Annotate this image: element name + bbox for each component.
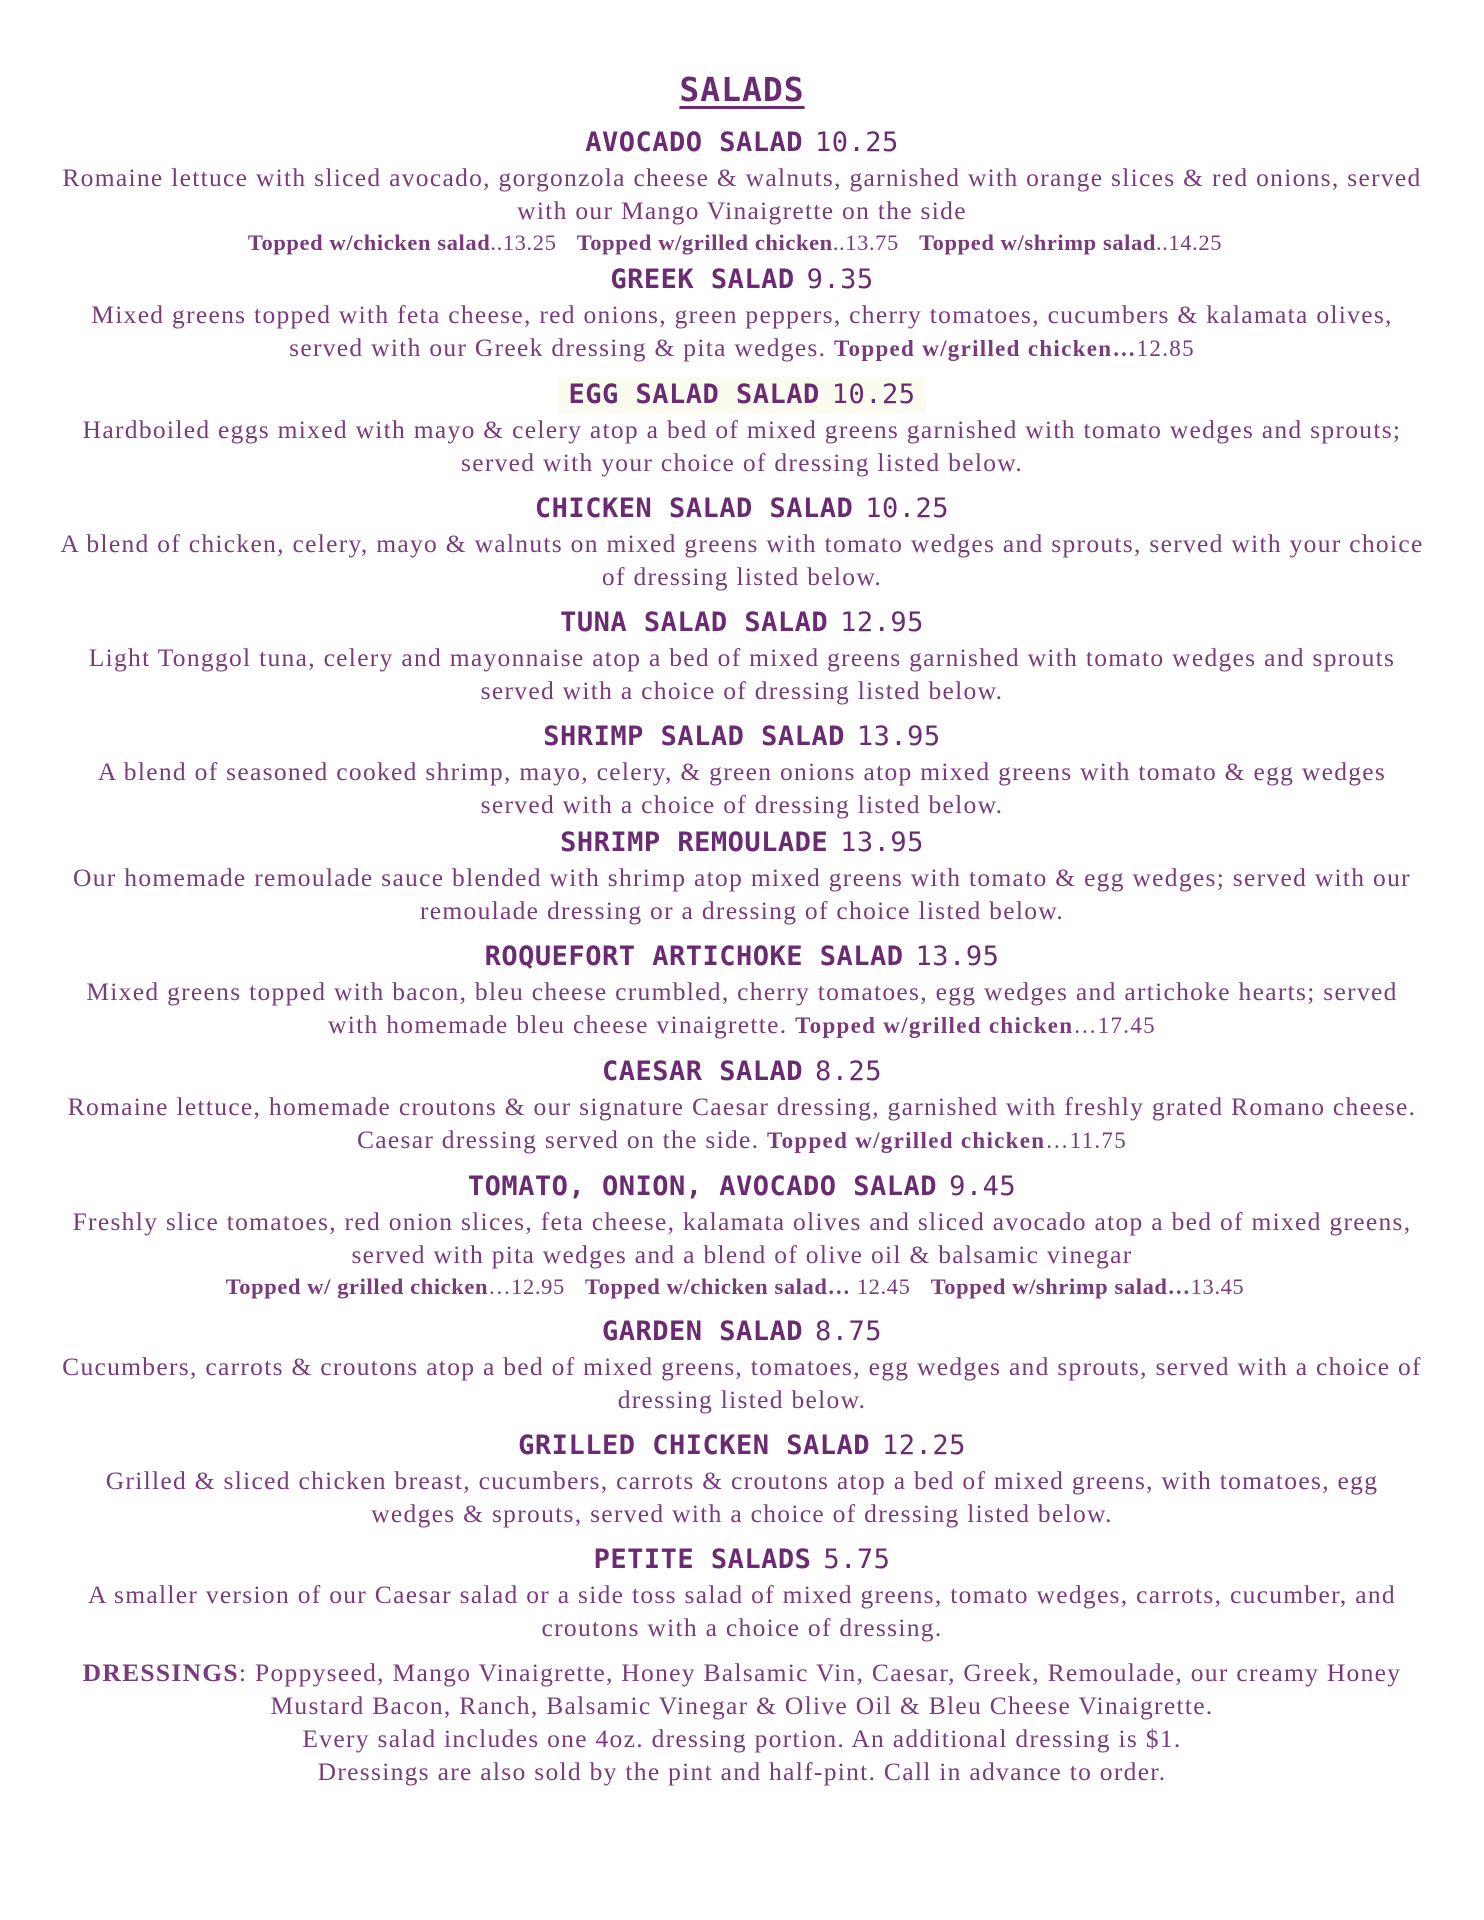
item-description xyxy=(60,975,1424,1042)
item-price: 13.95 xyxy=(840,827,924,858)
item-name: SHRIMP SALAD SALAD xyxy=(543,721,845,752)
topping-label: Topped w/shrimp salad xyxy=(919,230,1156,255)
menu-item-shrimp-remoulade xyxy=(60,825,1424,927)
item-description: Grilled & sliced chicken breast, cucumbers, carrots & croutons atop a bed of mixed greens, with tomatoes, egg wedges & sprouts, served with a choice of dressing listed below. xyxy=(105,1466,1379,1528)
topping-price: 12.85 xyxy=(1136,336,1195,361)
item-price: 5.75 xyxy=(823,1544,891,1575)
item-description: Freshly slice tomatoes, red onion slices, feta cheese, kalamata olives and sliced avocado atop a bed of mixed greens, served with pita wedges and a blend of olive oil & balsamic vinegar xyxy=(72,1207,1412,1269)
item-price: 10.25 xyxy=(831,379,916,410)
menu-item-tuna-salad xyxy=(60,605,1424,707)
item-price: 8.25 xyxy=(815,1056,883,1087)
menu-item-garden-salad xyxy=(60,1314,1424,1416)
item-heading xyxy=(60,1428,1424,1464)
item-heading xyxy=(60,825,1424,861)
topping-price: 12.45 xyxy=(856,1274,911,1299)
item-name: GARDEN SALAD xyxy=(601,1316,804,1347)
heading-highlight xyxy=(558,377,925,413)
menu-item-egg-salad xyxy=(60,377,1424,479)
dressings-info xyxy=(60,1656,1424,1788)
item-name: AVOCADO SALAD xyxy=(585,127,804,158)
topping-price: ..14.25 xyxy=(1155,230,1223,255)
topping-label: Topped w/grilled chicken xyxy=(795,1013,1074,1038)
item-heading xyxy=(60,939,1424,975)
item-name: TOMATO, ONION, AVOCADO SALAD xyxy=(467,1171,938,1202)
topping-label: Topped w/grilled chicken… xyxy=(834,336,1137,361)
item-description: A blend of seasoned cooked shrimp, mayo, celery, & green onions atop mixed greens with tomato & egg wedges served with a choice of dressing listed below. xyxy=(97,757,1387,819)
item-heading xyxy=(60,1542,1424,1578)
menu-item-roquefort-artichoke-salad xyxy=(60,939,1424,1042)
topping-label: Topped w/chicken salad… xyxy=(585,1274,851,1299)
item-heading xyxy=(60,605,1424,641)
item-description xyxy=(60,1090,1424,1157)
item-description xyxy=(60,298,1424,365)
item-price: 9.35 xyxy=(806,264,874,295)
item-heading xyxy=(60,125,1424,161)
menu-item-greek-salad xyxy=(60,262,1424,365)
item-name: SHRIMP REMOULADE xyxy=(560,827,829,858)
menu-item-petite-salads xyxy=(60,1542,1424,1644)
item-price: 8.75 xyxy=(815,1316,883,1347)
topping-price: ..13.75 xyxy=(832,230,899,255)
item-name: PETITE SALADS xyxy=(593,1544,812,1575)
topping-label: Topped w/shrimp salad… xyxy=(930,1274,1191,1299)
menu-item-caesar-salad xyxy=(60,1054,1424,1157)
item-heading xyxy=(60,1169,1424,1205)
description-text: Mixed greens topped with feta cheese, red onions, green peppers, cherry tomatoes, cucumbers & kalamata olives, served with our Greek dressing & pita wedges. xyxy=(91,300,1393,362)
topping-price: 13.45 xyxy=(1190,1274,1245,1299)
item-price: 10.25 xyxy=(865,493,950,524)
item-name: CHICKEN SALAD SALAD xyxy=(534,493,854,524)
item-heading xyxy=(60,1054,1424,1090)
item-price: 9.45 xyxy=(949,1171,1017,1202)
menu-item-tomato-onion-avocado-salad xyxy=(60,1169,1424,1302)
dressings-portion-note: Every salad includes one 4oz. dressing portion. An additional dressing is $1. xyxy=(302,1724,1182,1753)
item-description: A blend of chicken, celery, mayo & walnuts on mixed greens with tomato wedges and sprouts, served with your choice of dressing listed below. xyxy=(60,529,1424,591)
topping-label: Topped w/ grilled chicken xyxy=(225,1274,489,1299)
item-description: Hardboiled eggs mixed with mayo & celery atop a bed of mixed greens garnished with tomato wedges and sprouts; served with your choice of dressing listed below. xyxy=(82,415,1402,477)
menu-item-shrimp-salad xyxy=(60,719,1424,821)
item-price: 12.25 xyxy=(882,1430,966,1461)
item-heading xyxy=(60,719,1424,755)
topping-price: …12.95 xyxy=(488,1274,565,1299)
menu-item-avocado-salad xyxy=(60,125,1424,258)
item-name: GRILLED CHICKEN SALAD xyxy=(518,1430,871,1461)
item-description: Romaine lettuce with sliced avocado, gorgonzola cheese & walnuts, garnished with orange slices & red onions, served with our Mango Vinaigrette on the side xyxy=(62,163,1422,225)
item-description: Light Tonggol tuna, celery and mayonnaise atop a bed of mixed greens garnished with tomato wedges and sprouts served with a choice of dressing listed below. xyxy=(88,643,1396,705)
topping-label: Topped w/chicken salad xyxy=(247,230,491,255)
item-heading xyxy=(60,491,1424,527)
item-description: Cucumbers, carrots & croutons atop a bed of mixed greens, tomatoes, egg wedges and sprouts, served with a choice of dressing listed below. xyxy=(62,1352,1422,1414)
topping-label: Topped w/grilled chicken xyxy=(576,230,833,255)
dressings-label: DRESSINGS xyxy=(82,1658,239,1687)
topping-price: ..13.25 xyxy=(490,230,557,255)
item-heading xyxy=(60,1314,1424,1350)
description-text: Mixed greens topped with bacon, bleu cheese crumbled, cherry tomatoes, egg wedges and artichoke hearts; served with homemade bleu cheese vinaigrette. xyxy=(86,977,1398,1039)
menu-item-grilled-chicken-salad xyxy=(60,1428,1424,1530)
item-description: Our homemade remoulade sauce blended with shrimp atop mixed greens with tomato & egg wedges; served with our remoulade dressing or a dressing of choice listed below. xyxy=(73,863,1411,925)
item-heading xyxy=(60,262,1424,298)
item-name: GREEK SALAD xyxy=(610,264,795,295)
item-price: 10.25 xyxy=(815,127,899,158)
topping-price: …11.75 xyxy=(1045,1128,1128,1153)
description-text: Romaine lettuce, homemade croutons & our signature Caesar dressing, garnished with freshly grated Romano cheese. Caesar dressing served on the side. xyxy=(67,1092,1417,1154)
topping-label: Topped w/grilled chicken xyxy=(767,1128,1046,1153)
dressings-list xyxy=(60,1656,1424,1722)
item-name: CAESAR SALAD xyxy=(601,1056,804,1087)
item-price: 13.95 xyxy=(915,941,1000,972)
item-heading xyxy=(60,377,1424,413)
dressings-text: : Poppyseed, Mango Vinaigrette, Honey Balsamic Vin, Caesar, Greek, Remoulade, our creamy Honey Mustard Bacon, Ranch, Balsamic Vinegar & Olive Oil & Bleu Cheese Vinaigrette. xyxy=(238,1658,1402,1720)
dressings-pint-note: Dressings are also sold by the pint and half-pint. Call in advance to order. xyxy=(317,1757,1167,1786)
topping-price: …17.45 xyxy=(1073,1013,1156,1038)
item-price: 12.95 xyxy=(840,607,924,638)
page-title: SALADS xyxy=(679,70,805,109)
item-description: A smaller version of our Caesar salad or a side toss salad of mixed greens, tomato wedges, carrots, cucumber, and croutons with a choice of dressing. xyxy=(88,1580,1396,1642)
item-price: 13.95 xyxy=(856,721,941,752)
topping-options xyxy=(60,227,1424,258)
item-name: ROQUEFORT ARTICHOKE SALAD xyxy=(484,941,904,972)
menu-item-chicken-salad xyxy=(60,491,1424,593)
item-name: EGG SALAD SALAD xyxy=(568,379,820,410)
item-name: TUNA SALAD SALAD xyxy=(560,607,829,638)
topping-options xyxy=(60,1271,1424,1302)
